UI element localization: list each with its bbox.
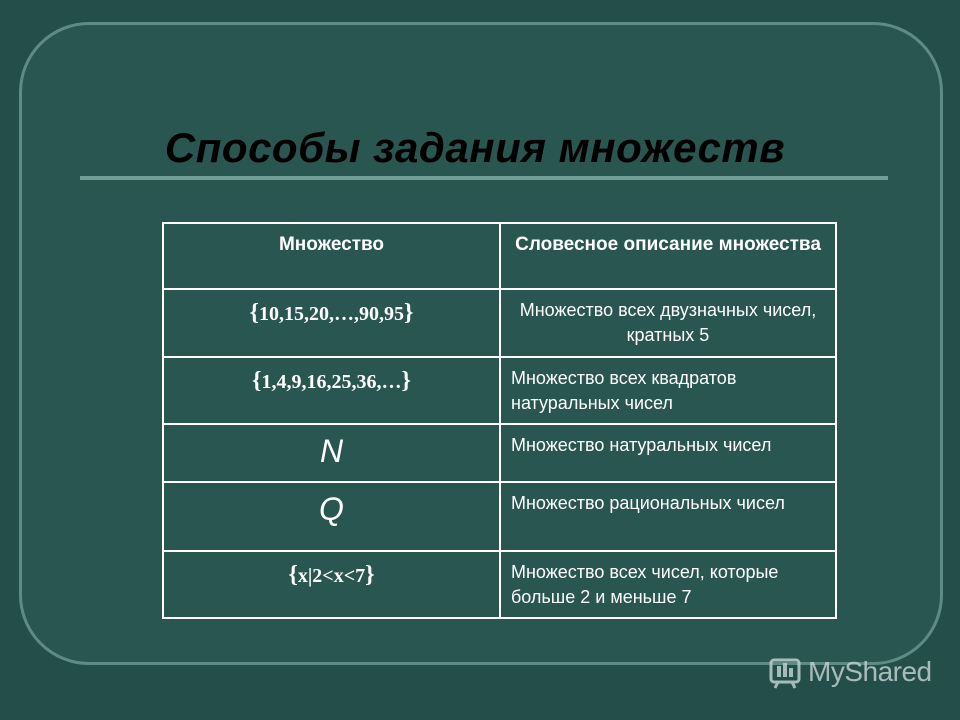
header-set: Множество <box>163 223 500 289</box>
description-cell: Множество всех чисел, которые больше 2 и меньше 7 <box>500 551 836 618</box>
set-elements: 1,4,9,16,25,36,… <box>261 371 402 393</box>
brace-close: } <box>404 300 414 326</box>
set-notation <box>288 552 374 589</box>
description-cell: Множество всех квадратов натуральных чисел <box>500 357 836 424</box>
table-row <box>163 551 836 618</box>
table-row <box>163 357 836 424</box>
set-cell <box>163 424 500 482</box>
title-underline <box>80 176 888 180</box>
description-cell: Множество натуральных чисел <box>500 424 836 482</box>
header-description: Словесное описание множества <box>500 223 836 289</box>
set-cell <box>163 482 500 551</box>
myshared-watermark <box>768 654 932 690</box>
set-elements: x|2<x<7 <box>297 565 366 587</box>
watermark-text: MyShared <box>808 656 932 687</box>
description-cell: Множество рациональных чисел <box>500 482 836 551</box>
description-cell: Множество всех двузначных чисел, кратных 5 <box>500 289 836 357</box>
set-symbol: N <box>319 433 344 469</box>
table-row <box>163 424 836 482</box>
set-cell <box>163 357 500 424</box>
set-notation <box>250 290 414 327</box>
brace-close: } <box>365 562 375 588</box>
set-elements: 10,15,20,…,90,95 <box>259 303 404 325</box>
myshared-logo-icon <box>768 654 802 690</box>
brace-open: { <box>252 368 262 394</box>
brace-open: { <box>249 300 259 326</box>
table-row <box>163 289 836 357</box>
slide-title: Способы задания множеств <box>164 124 786 171</box>
set-symbol: Q <box>319 491 344 527</box>
brace-close: } <box>401 368 411 394</box>
brace-open: { <box>288 562 298 588</box>
set-cell <box>163 289 500 357</box>
table-row <box>163 482 836 551</box>
set-cell <box>163 551 500 618</box>
table-header-row <box>163 223 836 289</box>
set-notation <box>252 358 411 395</box>
sets-table <box>162 222 837 619</box>
